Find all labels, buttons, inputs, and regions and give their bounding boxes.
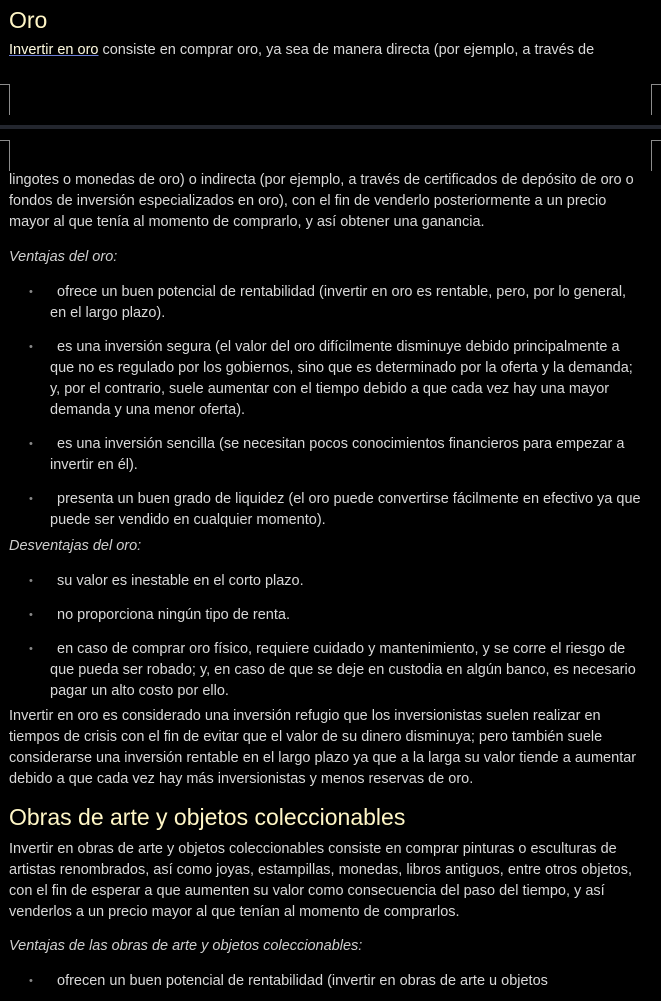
gold-closing-paragraph: Invertir en oro es considerado una inversión refugio que los inversionistas suelen realizar en tiempos de crisis con el fin de evitar que el valor de su dinero disminuya; pero también suele considerarse una inversión rentable en el largo plazo ya que a la larga su valor tiende a aumentar debido a que cada vez hay más inversionistas y menos reservas de oro. bbox=[9, 708, 637, 787]
gold-advantages-list bbox=[0, 282, 661, 531]
ad-bracket-bottom-left bbox=[0, 140, 10, 171]
list-item: • en caso de comprar oro físico, requiere cuidado y mantenimiento, y se corre el riesgo de que pueda ser robado; y, en caso de que se deje en custodia en algún banco, es necesario pagar un alto costo por ello. bbox=[0, 639, 661, 702]
gold-disadvantages-label: Desventajas del oro: bbox=[9, 538, 142, 554]
list-item: • ofrece un buen potencial de rentabilidad (invertir en oro es rentable, pero, por lo general, en el largo plazo). bbox=[0, 282, 661, 324]
art-intro: Invertir en obras de arte y objetos coleccionables consiste en comprar pinturas o esculturas de artistas renombrados, así como joyas, estampillas, monedas, libros antiguos, entre otros objetos, con el fin de esperar a que aumenten su valor como consecuencia del paso del tiempo, y así venderlos a un precio mayor al que tenían al momento de comprarlos. bbox=[9, 841, 632, 920]
art-advantages-list bbox=[0, 971, 661, 992]
ad-bracket-top-right bbox=[651, 84, 661, 115]
art-advantages-label: Ventajas de las obras de arte y objetos coleccionables: bbox=[9, 938, 363, 954]
section-title-art: Obras de arte y objetos coleccionables bbox=[9, 804, 406, 830]
ad-divider bbox=[0, 125, 661, 129]
gold-body bbox=[0, 170, 661, 790]
gold-section bbox=[0, 6, 661, 61]
gold-intro-text: consiste en comprar oro, ya sea de manera directa (por ejemplo, a través de bbox=[98, 42, 595, 58]
gold-advantages-label: Ventajas del oro: bbox=[9, 249, 118, 265]
section-title-gold: Oro bbox=[9, 7, 48, 33]
list-item: • es una inversión segura (el valor del oro difícilmente disminuye debido principalmente a que no es regulado por los gobiernos, sino que es determinado por la oferta y la demanda; y, por el contrario, suele aumentar con el tiempo debido a que cada vez hay una mayor demanda y una menor oferta). bbox=[0, 337, 661, 421]
art-section bbox=[0, 803, 661, 992]
list-item: • su valor es inestable en el corto plazo. bbox=[0, 571, 661, 592]
ad-bracket-bottom-right bbox=[651, 140, 661, 171]
list-item: • presenta un buen grado de liquidez (el oro puede convertirse fácilmente en efectivo ya que puede ser vendido en cualquier momento). bbox=[0, 489, 661, 531]
invest-in-gold-link[interactable]: Invertir en oro bbox=[9, 42, 99, 58]
gold-intro-continued: lingotes o monedas de oro) o indirecta (por ejemplo, a través de certificados de depósito de oro o fondos de inversión especializados en oro), con el fin de venderlo posteriormente a un precio mayor al que tenía al momento de comprarlo, y así obtener una ganancia. bbox=[9, 172, 634, 230]
list-item: • ofrecen un buen potencial de rentabilidad (invertir en obras de arte u objetos bbox=[0, 971, 661, 992]
list-item: • no proporciona ningún tipo de renta. bbox=[0, 605, 661, 626]
ad-bracket-top-left bbox=[0, 84, 10, 115]
gold-intro-start bbox=[0, 40, 661, 61]
list-item: • es una inversión sencilla (se necesitan pocos conocimientos financieros para empezar a invertir en él). bbox=[0, 434, 661, 476]
ad-placeholder bbox=[0, 84, 661, 174]
gold-disadvantages-list bbox=[0, 571, 661, 702]
